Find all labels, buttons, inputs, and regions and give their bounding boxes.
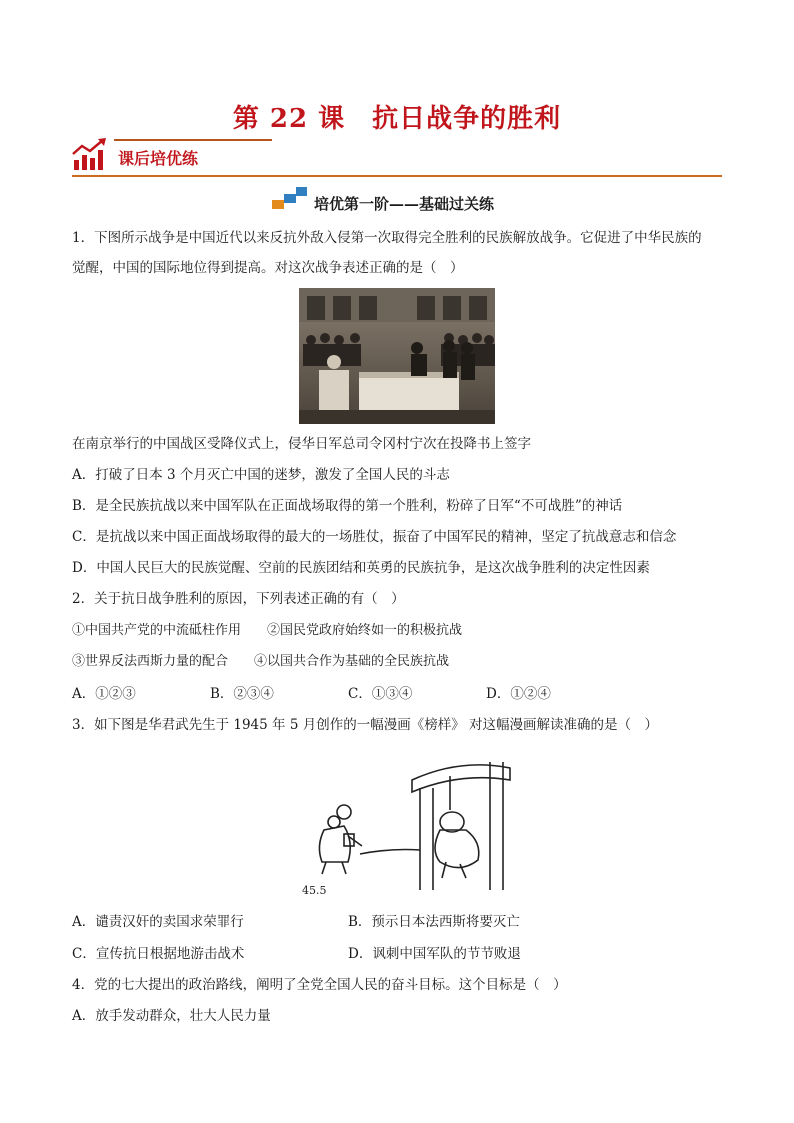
q3-option-b[interactable]: B．预示日本法西斯将要灭亡 — [348, 914, 520, 930]
q3-stem: 3．如下图是华君武先生于 1945 年 5 月创作的一幅漫画《榜样》 对这幅漫画解读准确的是（ ） — [72, 717, 658, 733]
cartoon-bangyang — [300, 750, 518, 900]
q2-option-d[interactable]: D．①②④ — [486, 686, 551, 702]
q1-photo-caption: 在南京举行的中国战区受降仪式上，侵华日军总司令冈村宁次在投降书上签字 — [72, 436, 531, 452]
stairs-icon — [272, 186, 308, 210]
q1-stem-line1: 1．下图所示战争是中国近代以来反抗外敌入侵第一次取得完全胜利的民族解放战争。它促进了中华民族的 — [72, 230, 702, 246]
growth-chart-icon — [72, 138, 108, 172]
section-label: 课后培优练 — [118, 149, 199, 168]
q1-option-c[interactable]: C．是抗战以来中国正面战场取得的最大的一场胜仗，振奋了中国军民的精神，坚定了抗战意志和信念 — [72, 529, 677, 545]
header-divider — [72, 175, 722, 177]
page-title: 第 22 课 抗日战争的胜利 — [232, 104, 562, 134]
q2-items-line2: ③世界反法西斯力量的配合 ④以国共合作为基础的全民族抗战 — [72, 654, 450, 669]
q3-option-c[interactable]: C．宣传抗日根据地游击战术 — [72, 946, 245, 962]
q3-option-d[interactable]: D．讽刺中国军队的节节败退 — [348, 946, 521, 962]
q3-option-a[interactable]: A．谴责汉奸的卖国求荣罪行 — [72, 914, 244, 930]
q2-items-line1: ①中国共产党的中流砥柱作用 ②国民党政府始终如一的积极抗战 — [72, 623, 463, 638]
q2-stem: 2．关于抗日战争胜利的原因，下列表述正确的有（ ） — [72, 591, 405, 607]
stage-heading-text: 培优第一阶——基础过关练 — [314, 195, 495, 213]
q1-option-d[interactable]: D．中国人民巨大的民族觉醒、空前的民族团结和英勇的民族抗争，是这次战争胜利的决定性因素 — [72, 560, 650, 576]
q1-stem-line2: 觉醒，中国的国际地位得到提高。对这次战争表述正确的是（ ） — [72, 260, 464, 276]
q2-option-c[interactable]: C．①③④ — [348, 686, 413, 702]
q4-option-a[interactable]: A．放手发动群众，壮大人民力量 — [72, 1008, 271, 1024]
q1-option-b[interactable]: B．是全民族抗战以来中国军队在正面战场取得的第一个胜利，粉碎了日军“不可战胜”的神话 — [72, 498, 623, 514]
q4-stem: 4．党的七大提出的政治路线，阐明了全党全国人民的奋斗目标。这个目标是（ ） — [72, 977, 567, 993]
q2-option-b[interactable]: B．②③④ — [210, 686, 274, 702]
q2-option-a[interactable]: A．①②③ — [72, 686, 136, 702]
section-header — [72, 132, 722, 180]
cartoon-date: 45.5 — [302, 884, 327, 897]
header-top-rule — [114, 139, 272, 141]
surrender-ceremony-photo — [299, 288, 495, 424]
q1-option-a[interactable]: A．打破了日本 3 个月灭亡中国的迷梦，激发了全国人民的斗志 — [72, 467, 450, 483]
